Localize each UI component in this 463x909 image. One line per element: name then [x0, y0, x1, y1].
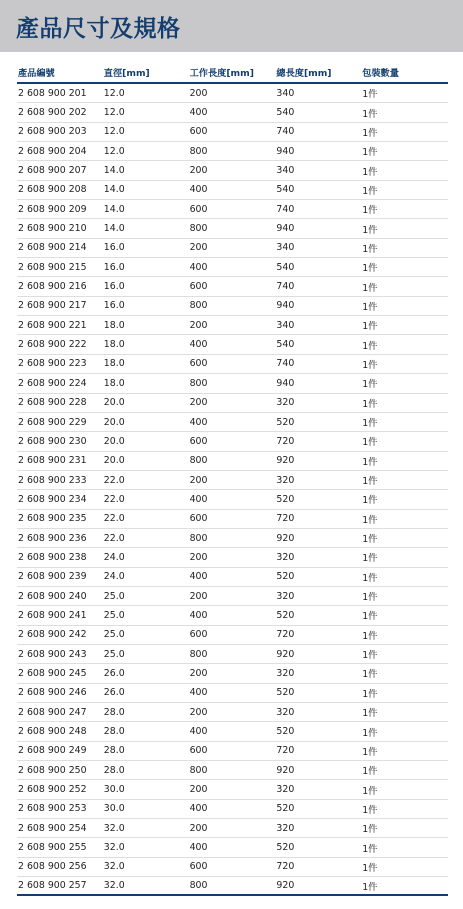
cell-diameter: 30.0: [103, 803, 125, 815]
cell-package-quantity: 1件: [362, 650, 378, 662]
table-row: [17, 626, 448, 645]
cell-product-number: 2 608 900 246: [18, 687, 87, 699]
cell-product-number: 2 608 900 215: [18, 261, 87, 273]
cell-package-quantity: 1件: [362, 127, 378, 139]
cell-working-length: 200: [189, 667, 208, 679]
cell-total-length: 540: [276, 107, 295, 119]
cell-package-quantity: 1件: [362, 359, 378, 371]
cell-total-length: 940: [276, 223, 295, 235]
cell-diameter: 32.0: [103, 880, 125, 892]
table-row: [17, 858, 448, 877]
title-bar: [0, 0, 463, 52]
cell-total-length: 920: [276, 455, 295, 467]
table-row: [17, 645, 448, 664]
cell-total-length: 320: [276, 590, 295, 602]
cell-diameter: 22.0: [103, 532, 125, 544]
cell-total-length: 520: [276, 842, 295, 854]
cell-product-number: 2 608 900 223: [18, 358, 87, 370]
cell-diameter: 18.0: [103, 377, 125, 389]
table-row: [17, 877, 448, 896]
cell-working-length: 600: [189, 203, 208, 215]
cell-package-quantity: 1件: [362, 534, 378, 546]
cell-diameter: 12.0: [103, 126, 125, 138]
cell-diameter: 12.0: [103, 107, 125, 119]
cell-diameter: 28.0: [103, 726, 125, 738]
cell-package-quantity: 1件: [362, 340, 378, 352]
header-total-length: 總長度[mm]: [276, 68, 332, 79]
cell-package-quantity: 1件: [362, 881, 378, 893]
cell-package-quantity: 1件: [362, 147, 378, 159]
cell-product-number: 2 608 900 209: [18, 203, 87, 215]
cell-product-number: 2 608 900 250: [18, 764, 87, 776]
cell-product-number: 2 608 900 239: [18, 571, 87, 583]
cell-total-length: 520: [276, 687, 295, 699]
cell-package-quantity: 1件: [362, 205, 378, 217]
cell-package-quantity: 1件: [362, 456, 378, 468]
cell-working-length: 800: [189, 648, 208, 660]
cell-package-quantity: 1件: [362, 572, 378, 584]
cell-product-number: 2 608 900 234: [18, 493, 87, 505]
cell-package-quantity: 1件: [362, 824, 378, 836]
cell-total-length: 320: [276, 706, 295, 718]
cell-working-length: 800: [189, 223, 208, 235]
header-diameter: 直徑[mm]: [103, 68, 150, 79]
cell-package-quantity: 1件: [362, 630, 378, 642]
cell-package-quantity: 1件: [362, 611, 378, 623]
cell-total-length: 740: [276, 358, 295, 370]
cell-package-quantity: 1件: [362, 263, 378, 275]
table-row: [17, 219, 448, 238]
cell-diameter: 25.0: [103, 648, 125, 660]
cell-package-quantity: 1件: [362, 282, 378, 294]
cell-working-length: 800: [189, 532, 208, 544]
cell-diameter: 20.0: [103, 455, 125, 467]
cell-working-length: 200: [189, 474, 208, 486]
cell-package-quantity: 1件: [362, 766, 378, 778]
cell-total-length: 340: [276, 242, 295, 254]
cell-package-quantity: 1件: [362, 301, 378, 313]
cell-total-length: 520: [276, 493, 295, 505]
cell-working-length: 400: [189, 842, 208, 854]
cell-working-length: 600: [189, 629, 208, 641]
table-row: [17, 761, 448, 780]
cell-package-quantity: 1件: [362, 166, 378, 178]
cell-diameter: 26.0: [103, 667, 125, 679]
cell-package-quantity: 1件: [362, 708, 378, 720]
cell-diameter: 16.0: [103, 261, 125, 273]
cell-package-quantity: 1件: [362, 418, 378, 430]
table-row: [17, 800, 448, 819]
cell-product-number: 2 608 900 207: [18, 165, 87, 177]
cell-package-quantity: 1件: [362, 89, 378, 101]
table-row: [17, 316, 448, 335]
cell-product-number: 2 608 900 217: [18, 300, 87, 312]
cell-total-length: 340: [276, 319, 295, 331]
cell-working-length: 400: [189, 416, 208, 428]
cell-working-length: 400: [189, 107, 208, 119]
cell-package-quantity: 1件: [362, 476, 378, 488]
page-title: 產品尺寸及規格: [16, 15, 181, 42]
table-row: [17, 471, 448, 490]
cell-total-length: 740: [276, 203, 295, 215]
cell-working-length: 400: [189, 339, 208, 351]
cell-product-number: 2 608 900 243: [18, 648, 87, 660]
table-row: [17, 510, 448, 529]
cell-product-number: 2 608 900 257: [18, 880, 87, 892]
cell-product-number: 2 608 900 253: [18, 803, 87, 815]
cell-diameter: 20.0: [103, 435, 125, 447]
cell-diameter: 25.0: [103, 609, 125, 621]
cell-working-length: 200: [189, 551, 208, 563]
cell-total-length: 520: [276, 609, 295, 621]
table-row: [17, 374, 448, 393]
cell-working-length: 800: [189, 145, 208, 157]
cell-working-length: 600: [189, 745, 208, 757]
cell-diameter: 24.0: [103, 571, 125, 583]
cell-diameter: 28.0: [103, 745, 125, 757]
cell-total-length: 320: [276, 551, 295, 563]
cell-product-number: 2 608 900 249: [18, 745, 87, 757]
cell-total-length: 520: [276, 803, 295, 815]
cell-working-length: 600: [189, 861, 208, 873]
cell-total-length: 740: [276, 126, 295, 138]
cell-diameter: 24.0: [103, 551, 125, 563]
cell-working-length: 200: [189, 397, 208, 409]
table-row: [17, 277, 448, 296]
cell-diameter: 32.0: [103, 842, 125, 854]
cell-product-number: 2 608 900 201: [18, 87, 87, 99]
table-row: [17, 490, 448, 509]
cell-product-number: 2 608 900 255: [18, 842, 87, 854]
cell-total-length: 320: [276, 822, 295, 834]
cell-working-length: 600: [189, 435, 208, 447]
cell-total-length: 320: [276, 667, 295, 679]
table-row: [17, 703, 448, 722]
cell-product-number: 2 608 900 231: [18, 455, 87, 467]
table-row: [17, 142, 448, 161]
cell-product-number: 2 608 900 222: [18, 339, 87, 351]
cell-package-quantity: 1件: [362, 495, 378, 507]
cell-working-length: 400: [189, 609, 208, 621]
table-row: [17, 568, 448, 587]
table-row: [17, 103, 448, 122]
cell-working-length: 400: [189, 571, 208, 583]
cell-diameter: 16.0: [103, 281, 125, 293]
cell-working-length: 800: [189, 300, 208, 312]
table-row: [17, 161, 448, 180]
cell-total-length: 320: [276, 474, 295, 486]
spec-table: [17, 62, 448, 896]
cell-working-length: 600: [189, 126, 208, 138]
cell-product-number: 2 608 900 203: [18, 126, 87, 138]
cell-working-length: 800: [189, 377, 208, 389]
cell-diameter: 12.0: [103, 145, 125, 157]
cell-package-quantity: 1件: [362, 592, 378, 604]
cell-product-number: 2 608 900 228: [18, 397, 87, 409]
cell-package-quantity: 1件: [362, 224, 378, 236]
table-row: [17, 258, 448, 277]
cell-diameter: 28.0: [103, 764, 125, 776]
table-row: [17, 84, 448, 103]
cell-package-quantity: 1件: [362, 398, 378, 410]
cell-product-number: 2 608 900 245: [18, 667, 87, 679]
cell-total-length: 920: [276, 648, 295, 660]
cell-working-length: 200: [189, 822, 208, 834]
cell-package-quantity: 1件: [362, 108, 378, 120]
cell-total-length: 320: [276, 784, 295, 796]
cell-working-length: 800: [189, 764, 208, 776]
cell-total-length: 720: [276, 435, 295, 447]
table-row: [17, 587, 448, 606]
cell-diameter: 22.0: [103, 513, 125, 525]
cell-working-length: 600: [189, 281, 208, 293]
cell-package-quantity: 1件: [362, 804, 378, 816]
table-row: [17, 548, 448, 567]
cell-total-length: 720: [276, 861, 295, 873]
cell-diameter: 14.0: [103, 203, 125, 215]
cell-diameter: 26.0: [103, 687, 125, 699]
cell-total-length: 520: [276, 416, 295, 428]
cell-total-length: 720: [276, 629, 295, 641]
cell-product-number: 2 608 900 229: [18, 416, 87, 428]
cell-diameter: 14.0: [103, 165, 125, 177]
cell-product-number: 2 608 900 233: [18, 474, 87, 486]
cell-product-number: 2 608 900 235: [18, 513, 87, 525]
table-row: [17, 606, 448, 625]
cell-product-number: 2 608 900 252: [18, 784, 87, 796]
cell-diameter: 22.0: [103, 493, 125, 505]
cell-working-length: 400: [189, 803, 208, 815]
cell-total-length: 940: [276, 300, 295, 312]
table-row: [17, 452, 448, 471]
cell-product-number: 2 608 900 256: [18, 861, 87, 873]
cell-working-length: 400: [189, 184, 208, 196]
cell-diameter: 20.0: [103, 397, 125, 409]
cell-total-length: 520: [276, 571, 295, 583]
cell-working-length: 800: [189, 880, 208, 892]
table-row: [17, 819, 448, 838]
table-row: [17, 413, 448, 432]
table-row: [17, 838, 448, 857]
cell-diameter: 28.0: [103, 706, 125, 718]
cell-diameter: 32.0: [103, 822, 125, 834]
cell-product-number: 2 608 900 202: [18, 107, 87, 119]
cell-diameter: 20.0: [103, 416, 125, 428]
cell-diameter: 16.0: [103, 242, 125, 254]
cell-diameter: 12.0: [103, 87, 125, 99]
cell-product-number: 2 608 900 241: [18, 609, 87, 621]
table-row: [17, 335, 448, 354]
table-row: [17, 394, 448, 413]
cell-diameter: 14.0: [103, 223, 125, 235]
table-row: [17, 722, 448, 741]
table-row: [17, 664, 448, 683]
cell-package-quantity: 1件: [362, 727, 378, 739]
cell-working-length: 400: [189, 261, 208, 273]
cell-working-length: 200: [189, 319, 208, 331]
cell-product-number: 2 608 900 214: [18, 242, 87, 254]
header-product-number: 產品編號: [18, 68, 55, 79]
cell-diameter: 30.0: [103, 784, 125, 796]
cell-total-length: 740: [276, 281, 295, 293]
cell-total-length: 340: [276, 87, 295, 99]
cell-working-length: 200: [189, 706, 208, 718]
cell-product-number: 2 608 900 238: [18, 551, 87, 563]
cell-total-length: 540: [276, 261, 295, 273]
table-body: [17, 84, 448, 896]
table-header: [17, 62, 448, 84]
cell-working-length: 400: [189, 687, 208, 699]
cell-diameter: 25.0: [103, 590, 125, 602]
cell-total-length: 920: [276, 880, 295, 892]
table-row: [17, 780, 448, 799]
cell-total-length: 340: [276, 165, 295, 177]
table-row: [17, 297, 448, 316]
cell-working-length: 200: [189, 165, 208, 177]
cell-working-length: 200: [189, 784, 208, 796]
cell-diameter: 22.0: [103, 474, 125, 486]
cell-working-length: 800: [189, 455, 208, 467]
cell-product-number: 2 608 900 248: [18, 726, 87, 738]
table-row: [17, 200, 448, 219]
cell-diameter: 25.0: [103, 629, 125, 641]
cell-package-quantity: 1件: [362, 862, 378, 874]
cell-product-number: 2 608 900 240: [18, 590, 87, 602]
cell-diameter: 32.0: [103, 861, 125, 873]
cell-working-length: 200: [189, 242, 208, 254]
table-row: [17, 355, 448, 374]
cell-package-quantity: 1件: [362, 688, 378, 700]
cell-total-length: 320: [276, 397, 295, 409]
cell-diameter: 16.0: [103, 300, 125, 312]
cell-diameter: 18.0: [103, 319, 125, 331]
cell-package-quantity: 1件: [362, 514, 378, 526]
cell-total-length: 720: [276, 745, 295, 757]
cell-package-quantity: 1件: [362, 437, 378, 449]
cell-working-length: 400: [189, 726, 208, 738]
cell-package-quantity: 1件: [362, 321, 378, 333]
header-working-length: 工作長度[mm]: [189, 68, 254, 79]
table-row: [17, 181, 448, 200]
cell-package-quantity: 1件: [362, 746, 378, 758]
cell-product-number: 2 608 900 254: [18, 822, 87, 834]
cell-package-quantity: 1件: [362, 669, 378, 681]
cell-total-length: 720: [276, 513, 295, 525]
cell-product-number: 2 608 900 210: [18, 223, 87, 235]
cell-package-quantity: 1件: [362, 185, 378, 197]
cell-package-quantity: 1件: [362, 553, 378, 565]
cell-product-number: 2 608 900 236: [18, 532, 87, 544]
cell-diameter: 18.0: [103, 358, 125, 370]
cell-diameter: 18.0: [103, 339, 125, 351]
cell-diameter: 14.0: [103, 184, 125, 196]
table-row: [17, 123, 448, 142]
cell-package-quantity: 1件: [362, 379, 378, 391]
cell-product-number: 2 608 900 204: [18, 145, 87, 157]
cell-working-length: 400: [189, 493, 208, 505]
table-row: [17, 684, 448, 703]
cell-product-number: 2 608 900 230: [18, 435, 87, 447]
cell-package-quantity: 1件: [362, 785, 378, 797]
cell-working-length: 600: [189, 513, 208, 525]
cell-total-length: 920: [276, 764, 295, 776]
cell-total-length: 540: [276, 339, 295, 351]
cell-product-number: 2 608 900 216: [18, 281, 87, 293]
cell-total-length: 540: [276, 184, 295, 196]
cell-total-length: 940: [276, 377, 295, 389]
cell-total-length: 920: [276, 532, 295, 544]
cell-total-length: 520: [276, 726, 295, 738]
table-row: [17, 432, 448, 451]
cell-working-length: 200: [189, 590, 208, 602]
cell-product-number: 2 608 900 221: [18, 319, 87, 331]
table-row: [17, 742, 448, 761]
table-row: [17, 239, 448, 258]
cell-product-number: 2 608 900 242: [18, 629, 87, 641]
cell-package-quantity: 1件: [362, 843, 378, 855]
cell-product-number: 2 608 900 247: [18, 706, 87, 718]
cell-package-quantity: 1件: [362, 243, 378, 255]
cell-product-number: 2 608 900 224: [18, 377, 87, 389]
header-package-quantity: 包裝數量: [362, 68, 399, 79]
cell-working-length: 600: [189, 358, 208, 370]
cell-product-number: 2 608 900 208: [18, 184, 87, 196]
table-row: [17, 529, 448, 548]
cell-total-length: 940: [276, 145, 295, 157]
cell-working-length: 200: [189, 87, 208, 99]
